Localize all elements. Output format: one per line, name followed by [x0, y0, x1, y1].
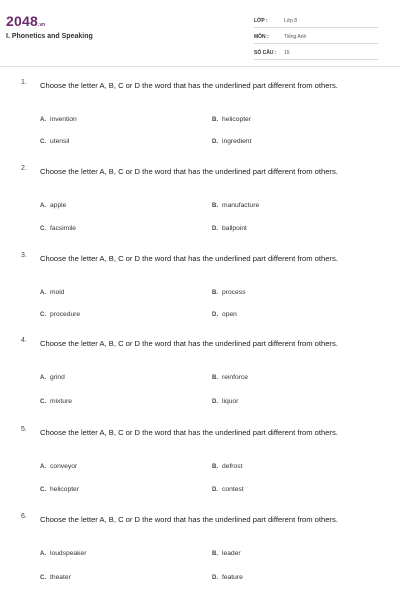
option-b[interactable]: [212, 374, 248, 381]
option-text: manufacture: [222, 202, 260, 209]
option-text: leader: [222, 550, 241, 557]
option-a[interactable]: [40, 202, 66, 209]
option-d[interactable]: [212, 574, 243, 581]
option-c[interactable]: [40, 225, 76, 232]
option-c[interactable]: [40, 311, 80, 318]
option-label: C.: [40, 226, 46, 232]
question-number: 4.: [21, 337, 27, 344]
option-text: apple: [50, 202, 67, 209]
option-c[interactable]: [40, 398, 72, 405]
option-label: B.: [212, 551, 218, 557]
option-text: conveyor: [50, 463, 78, 470]
option-text: invention: [50, 116, 77, 123]
option-text: liquor: [222, 398, 239, 405]
option-label: A.: [40, 203, 46, 209]
option-d[interactable]: [212, 398, 238, 405]
option-d[interactable]: [212, 311, 237, 318]
option-label: C.: [40, 575, 46, 581]
question-number: 1.: [21, 79, 27, 86]
option-text: facsimile: [50, 225, 77, 232]
option-b[interactable]: [212, 550, 241, 557]
question-text: Choose the letter A, B, C or D the word that has the underlined part different from others.: [40, 339, 338, 348]
option-label: B.: [212, 117, 218, 123]
option-text: grind: [50, 374, 65, 381]
meta-key: SỐ CÂU :: [254, 50, 277, 56]
option-a[interactable]: [40, 374, 65, 381]
option-label: D.: [212, 312, 218, 318]
meta-count-row: [254, 45, 378, 60]
option-a[interactable]: [40, 116, 77, 123]
option-label: B.: [212, 464, 218, 470]
question-number: 2.: [21, 165, 27, 172]
option-c[interactable]: [40, 486, 79, 493]
option-text: process: [222, 289, 246, 296]
option-label: A.: [40, 551, 46, 557]
option-a[interactable]: [40, 289, 65, 296]
question-number: 6.: [21, 513, 27, 520]
option-text: helicopter: [222, 116, 251, 123]
option-text: feature: [222, 574, 243, 581]
option-label: D.: [212, 399, 218, 405]
question-text: Choose the letter A, B, C or D the word that has the underlined part different from others.: [40, 428, 338, 437]
option-d[interactable]: [212, 138, 251, 145]
option-text: contest: [222, 486, 244, 493]
worksheet-header: [0, 0, 400, 67]
option-b[interactable]: [212, 202, 259, 209]
option-text: theater: [50, 574, 71, 581]
meta-value: 15: [284, 50, 290, 56]
meta-subject-row: [254, 29, 378, 44]
logo-sub-text: .vn: [37, 22, 46, 28]
option-label: C.: [40, 312, 46, 318]
option-d[interactable]: [212, 225, 247, 232]
option-text: helicopter: [50, 486, 79, 493]
meta-value: Lớp 8: [284, 18, 298, 24]
section-title: I. Phonetics and Speaking: [6, 33, 93, 40]
option-b[interactable]: [212, 289, 245, 296]
meta-key: MÔN :: [254, 34, 269, 40]
option-b[interactable]: [212, 463, 242, 470]
logo-main-text: 2048: [6, 13, 38, 29]
meta-value: Tiếng Anh: [284, 34, 307, 40]
option-a[interactable]: [40, 463, 77, 470]
option-label: D.: [212, 139, 218, 145]
option-text: mold: [50, 289, 65, 296]
option-text: mixture: [50, 398, 72, 405]
option-label: D.: [212, 226, 218, 232]
meta-key: LỚP :: [254, 18, 268, 24]
option-label: B.: [212, 203, 218, 209]
option-a[interactable]: [40, 550, 86, 557]
option-label: C.: [40, 399, 46, 405]
option-label: A.: [40, 464, 46, 470]
question-number: 5.: [21, 426, 27, 433]
question-text: Choose the letter A, B, C or D the word that has the underlined part different from others.: [40, 167, 338, 176]
question-text: Choose the letter A, B, C or D the word that has the underlined part different from others.: [40, 254, 338, 263]
option-label: A.: [40, 290, 46, 296]
option-label: D.: [212, 575, 218, 581]
option-text: loudspeaker: [50, 550, 87, 557]
meta-class-row: [254, 13, 378, 28]
option-c[interactable]: [40, 138, 69, 145]
option-text: reinforce: [222, 374, 249, 381]
option-label: A.: [40, 375, 46, 381]
site-logo[interactable]: [6, 14, 45, 32]
question-number: 3.: [21, 252, 27, 259]
option-label: B.: [212, 290, 218, 296]
option-text: ingredient: [222, 138, 252, 145]
option-label: A.: [40, 117, 46, 123]
option-label: C.: [40, 139, 46, 145]
option-c[interactable]: [40, 574, 71, 581]
question-text: Choose the letter A, B, C or D the word that has the underlined part different from others.: [40, 515, 338, 524]
question-text: Choose the letter A, B, C or D the word that has the underlined part different from others.: [40, 81, 338, 90]
option-label: C.: [40, 487, 46, 493]
option-d[interactable]: [212, 486, 244, 493]
option-text: defrost: [222, 463, 243, 470]
option-text: procedure: [50, 311, 81, 318]
option-text: utensil: [50, 138, 70, 145]
option-b[interactable]: [212, 116, 251, 123]
option-label: D.: [212, 487, 218, 493]
option-label: B.: [212, 375, 218, 381]
option-text: ballpoint: [222, 225, 247, 232]
option-text: open: [222, 311, 237, 318]
